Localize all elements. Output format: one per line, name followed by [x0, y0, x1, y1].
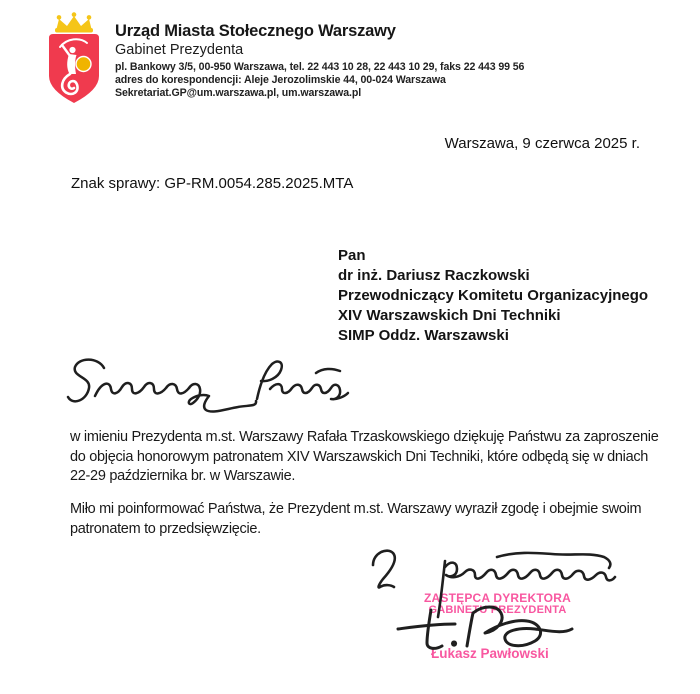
recipient-line: SIMP Oddz. Warszawski [338, 327, 509, 344]
recipient-line: Przewodniczący Komitetu Organizacyjnego [338, 287, 649, 304]
address-line-3: Sekretariat.GP@um.warszawa.pl, um.warszawa.pl [115, 87, 362, 99]
department-name: Gabinet Prezydenta [115, 42, 244, 58]
stamp-title-line: GABINETU PREZYDENTA [428, 604, 567, 616]
reference-number: Znak sprawy: GP-RM.0054.285.2025.MTA [71, 175, 354, 192]
crown-icon [55, 12, 93, 32]
body-paragraph-2 [70, 500, 641, 539]
recipient-line: dr inż. Dariusz Raczkowski [338, 267, 530, 284]
org-name: Urząd Miasta Stołecznego Warszawy [115, 22, 396, 40]
address-line-2: adres do korespondencji: Aleje Jerozolimskie 44, 00-024 Warszawa [115, 74, 446, 86]
body-line: patronatem to przedsięwzięcie. [70, 520, 261, 537]
date-line: Warszawa, 9 czerwca 2025 r. [444, 135, 640, 152]
recipient-line: Pan [338, 247, 366, 264]
recipient-block [338, 246, 648, 346]
body-line: 22-29 października br. w Warszawie. [70, 468, 296, 485]
body-line: do objęcia honorowym patronatem XIV Warszawskich Dni Techniki, które odbędą się w dniach [70, 448, 649, 465]
stamp-title-line: ZASTĘPCA DYREKTORA [424, 591, 571, 605]
handwritten-signature [393, 605, 583, 660]
signer-name: Łukasz Pawłowski [431, 646, 549, 661]
body-line: Miło mi poinformować Państwa, że Prezydent m.st. Warszawy wyraził zgodę i obejmie swoim [70, 501, 642, 517]
handwritten-salutation [64, 355, 360, 421]
body-line: w imieniu Prezydenta m.st. Warszawy Rafała Trzaskowskiego dziękuję Państwu za zaproszenie [70, 429, 659, 445]
body-paragraph-1 [70, 428, 658, 487]
warsaw-coat-of-arms-icon [46, 12, 102, 104]
address-line-1: pl. Bankowy 3/5, 00-950 Warszawa, tel. 22 443 10 28, 22 443 10 29, faks 22 443 99 56 [115, 61, 525, 73]
recipient-line: XIV Warszawskich Dni Techniki [338, 307, 561, 324]
